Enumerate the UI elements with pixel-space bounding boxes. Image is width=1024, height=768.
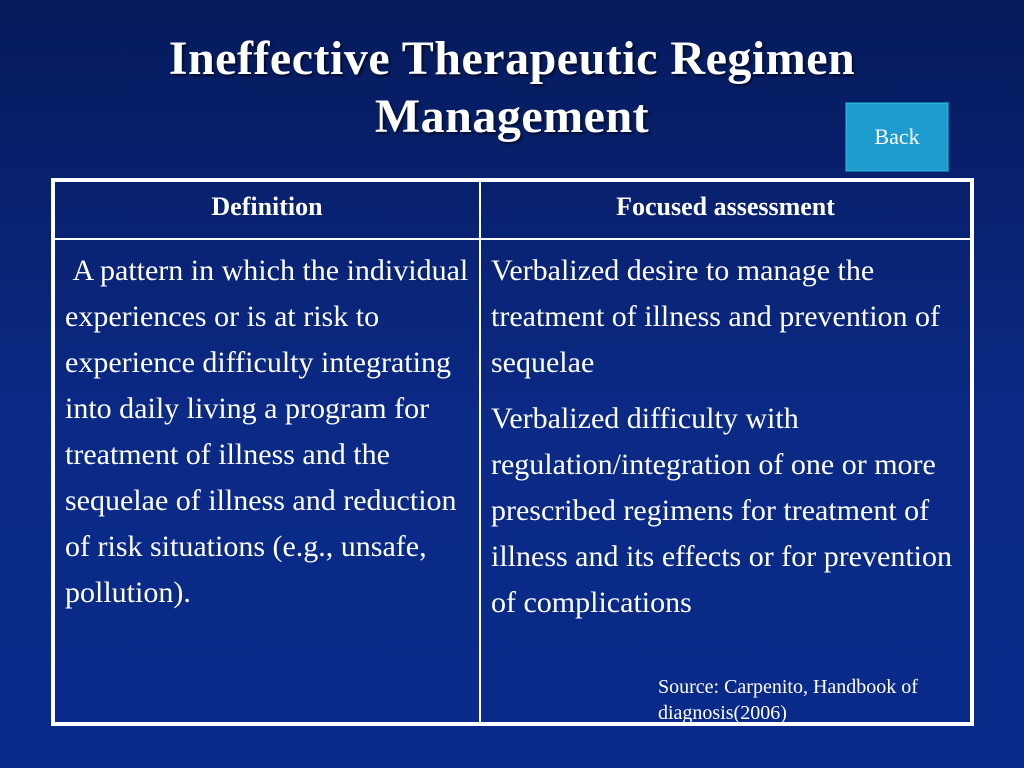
definition-text: A pattern in which the individual experiences or is at risk to experience difficulty integrating into daily living a program for treatment of illness and the sequelae of illness and reduction of risk situations (e.g., unsafe, pollution). [65, 254, 476, 609]
slide-title-line-1: Ineffective Therapeutic Regimen [168, 32, 856, 85]
header-definition: Definition [54, 181, 480, 239]
assessment-item-2: Verbalized difficulty with regulation/integration of one or more prescribed regimens for treatment of illness and its effects or for prevention of complications [491, 402, 952, 619]
source-citation: Source: Carpenito, Handbook of diagnosis(2006) [658, 676, 918, 724]
table-header-row [54, 181, 971, 239]
assessment-item-1: Verbalized desire to manage the treatment of illness and prevention of sequelae [491, 254, 941, 379]
table-row [54, 239, 971, 723]
slide-title-line-2: Management [374, 90, 650, 143]
assessment-cell [480, 239, 971, 723]
definition-cell [54, 239, 480, 723]
back-button[interactable]: Back [845, 102, 949, 172]
content-table [51, 178, 974, 726]
header-focused-assessment: Focused assessment [480, 181, 971, 239]
